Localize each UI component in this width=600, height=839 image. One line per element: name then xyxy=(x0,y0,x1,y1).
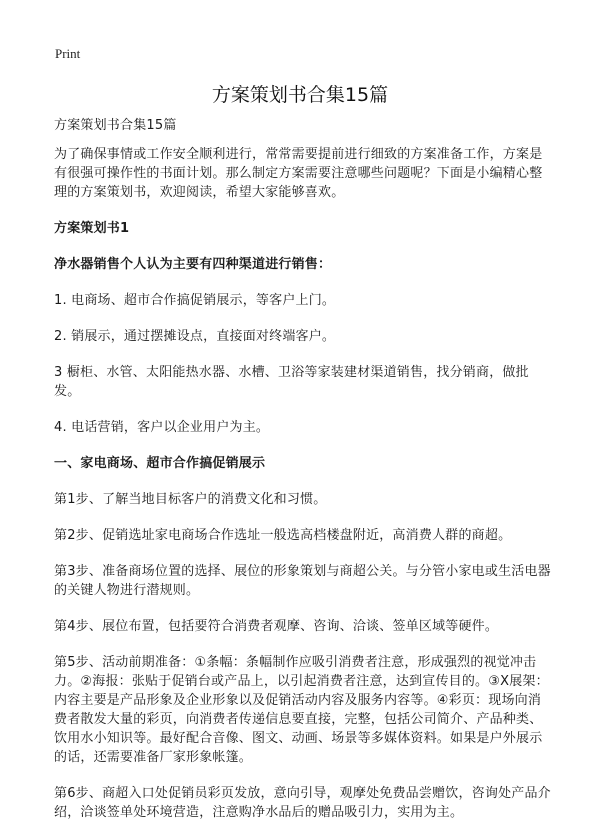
channel-item: 4. 电话营销，客户以企业用户为主。 xyxy=(54,420,270,435)
step-item: 第3步、准备商场位置的选择、展位的形象策划与商超公关。与分管小家电或生活电器的关键人物进行潜规则。 xyxy=(54,564,551,598)
step-item: 第2步、促销选址家电商场合作选址一般选高档楼盘附近，高消费人群的商超。 xyxy=(54,528,512,543)
lead-paragraph: 净水器销售个人认为主要有四种渠道进行销售： xyxy=(54,257,332,272)
print-link[interactable]: Print xyxy=(55,46,81,61)
document-subtitle: 方案策划书合集15篇 xyxy=(54,118,177,133)
channel-item: 2. 销展示，通过摆摊设点，直接面对终端客户。 xyxy=(54,329,336,344)
step-item: 第6步、商超入口处促销员彩页发放，意向引导，观摩处免费品尝赠饮，咨询处产品介绍，洽谈签单处环境营造，注意购净水品后的赠品吸引力，实用为主。 xyxy=(54,786,551,820)
channel-item: 1. 电商场、超市合作搞促销展示，等客户上门。 xyxy=(54,293,336,308)
step-item: 第4步、展位布置，包括要符合消费者观摩、咨询、洽谈、签单区域等硬件。 xyxy=(54,619,499,634)
heading-one: 一、家电商场、超市合作搞促销展示 xyxy=(54,456,266,471)
step-item: 第1步、了解当地目标客户的消费文化和习惯。 xyxy=(54,492,327,507)
section-title: 方案策划书1 xyxy=(54,221,130,236)
channel-item: 3 橱柜、水管、太阳能热水器、水槽、卫浴等家装建材渠道销售，找分销商，做批发。 xyxy=(54,365,529,399)
document-body xyxy=(54,116,552,839)
intro-paragraph: 为了确保事情或工作安全顺利进行，常常需要提前进行细致的方案准备工作，方案是有很强可操作性的书面计划。那么制定方案需要注意哪些问题呢？下面是小编精心整理的方案策划书，欢迎阅读，希望大家能够喜欢。 xyxy=(54,147,543,200)
step-item: 第5步、活动前期准备：①条幅：条幅制作应吸引消费者注意，形成强烈的视觉冲击力。②海报：张贴于促销台或产品上，以引起消费者注意，达到宣传目的。③X展架：内容主要是产品形象及企业形象以及促销活动内容及服务内容等。④彩页：现场向消费者散发大量的彩页，向消费者传递信息要直接，完整，包括公司简介、产品种类、饮用水小知识等。最好配合音像、图文、动画、场景等多媒体资料。如果是户外展示的话，还需要准备厂家形象帐篷。 xyxy=(54,655,549,765)
document-title: 方案策划书合集15篇 xyxy=(211,84,389,106)
